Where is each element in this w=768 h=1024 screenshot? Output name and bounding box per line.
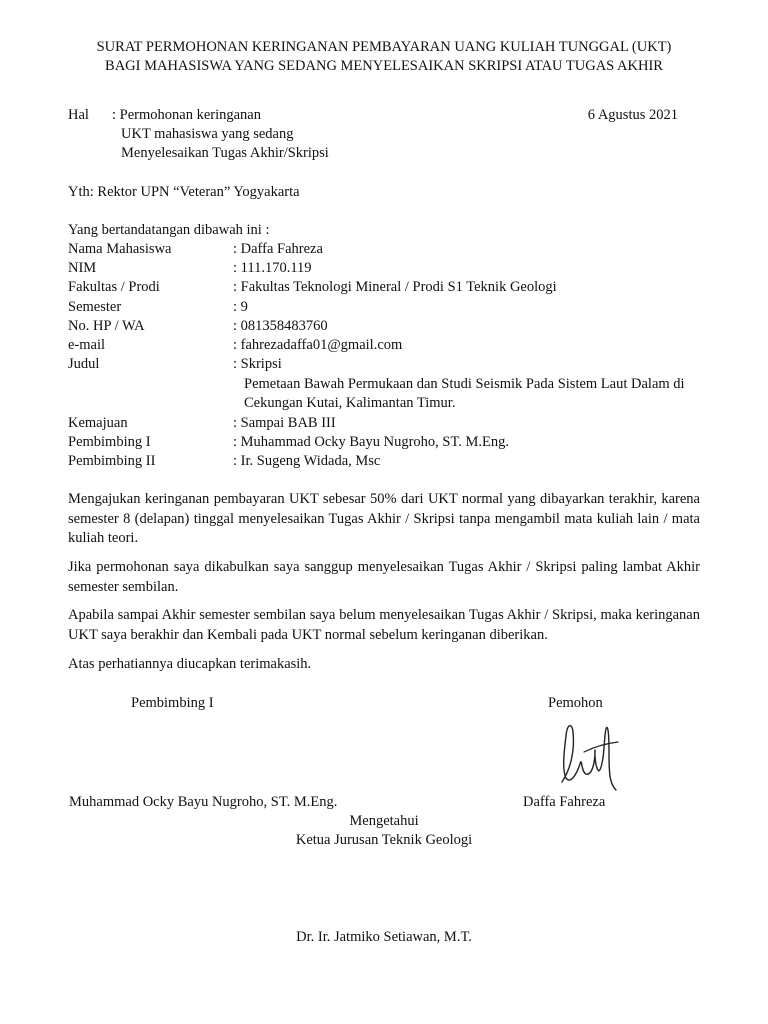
field-label-fakultas: Fakultas / Prodi — [68, 279, 160, 295]
field-label-kemajuan: Kemajuan — [68, 415, 128, 431]
hal-line-3: Menyelesaikan Tugas Akhir/Skripsi — [121, 145, 329, 161]
field-value-fakultas: : Fakultas Teknologi Mineral / Prodi S1 Teknik Geologi — [233, 279, 557, 295]
mengetahui-label: Mengetahui — [349, 813, 419, 829]
field-label-semester: Semester — [68, 299, 122, 315]
signature-name-pemohon: Daffa Fahreza — [523, 794, 606, 810]
field-label-pembimbing-1: Pembimbing I — [68, 434, 151, 450]
field-value-pembimbing-2: : Ir. Sugeng Widada, Msc — [233, 453, 381, 469]
paragraph-1: Mengajukan keringanan pembayaran UKT sebesar 50% dari UKT normal yang dibayarkan terakhir, karena semester 8 (delapan) tinggal menyelesaikan Tugas Akhir / Skripsi tanpa mengambil mata kuliah lain / mata kuliah teori. — [68, 491, 700, 546]
letter-title-line-1: SURAT PERMOHONAN KERINGANAN PEMBAYARAN UANG KULIAH TUNGGAL (UKT) — [96, 39, 672, 55]
field-value-nama: : Daffa Fahreza — [233, 241, 323, 257]
paragraph-4: Atas perhatiannya diucapkan terimakasih. — [68, 656, 312, 672]
handwritten-signature — [540, 712, 630, 792]
signature-name-pembimbing: Muhammad Ocky Bayu Nugroho, ST. M.Eng. — [69, 794, 338, 810]
letter-date: 6 Agustus 2021 — [587, 107, 678, 123]
hal-line-2: UKT mahasiswa yang sedang — [121, 126, 294, 142]
field-value-email: : fahrezadaffa01@gmail.com — [233, 337, 403, 353]
field-value-hp: : 081358483760 — [233, 318, 328, 334]
hal-line-1: : Permohonan keringanan — [112, 107, 261, 123]
field-value-judul: : Skripsi — [233, 356, 282, 372]
ketua-jurusan-name: Dr. Ir. Jatmiko Setiawan, M.T. — [296, 929, 472, 945]
field-value-nim: : 111.170.119 — [233, 260, 312, 276]
field-value-kemajuan: : Sampai BAB III — [233, 415, 336, 431]
signature-role-pembimbing: Pembimbing I — [131, 695, 214, 711]
field-label-nim: NIM — [68, 260, 97, 276]
field-value-pembimbing-1: : Muhammad Ocky Bayu Nugroho, ST. M.Eng. — [233, 434, 510, 450]
letter-title-line-2: BAGI MAHASISWA YANG SEDANG MENYELESAIKAN SKRIPSI ATAU TUGAS AKHIR — [105, 58, 663, 74]
hal-label: Hal — [68, 107, 89, 123]
paragraph-2: Jika permohonan saya dikabulkan saya sanggup menyelesaikan Tugas Akhir / Skripsi paling lambat Akhir semester sembilan. — [68, 559, 700, 595]
field-label-judul: Judul — [68, 356, 100, 372]
ketua-jurusan-label: Ketua Jurusan Teknik Geologi — [295, 832, 473, 848]
field-label-hp: No. HP / WA — [68, 318, 145, 334]
field-label-nama: Nama Mahasiswa — [68, 241, 172, 257]
recipient: Yth: Rektor UPN “Veteran” Yogyakarta — [68, 184, 300, 200]
signature-role-pemohon: Pemohon — [548, 695, 603, 711]
field-value-semester: : 9 — [233, 299, 248, 315]
paragraph-3: Apabila sampai Akhir semester sembilan saya belum menyelesaikan Tugas Akhir / Skripsi, maka keringanan UKT saya berakhir dan Kembali pada UKT normal sebelum keringanan diberikan. — [68, 607, 700, 643]
judul-detail-line-2: Cekungan Kutai, Kalimantan Timur. — [244, 395, 456, 411]
intro-text: Yang bertandatangan dibawah ini : — [68, 222, 270, 238]
field-label-email: e-mail — [68, 337, 106, 353]
field-label-pembimbing-2: Pembimbing II — [68, 453, 156, 469]
judul-detail-line-1: Pemetaan Bawah Permukaan dan Studi Seismik Pada Sistem Laut Dalam di — [244, 376, 685, 392]
